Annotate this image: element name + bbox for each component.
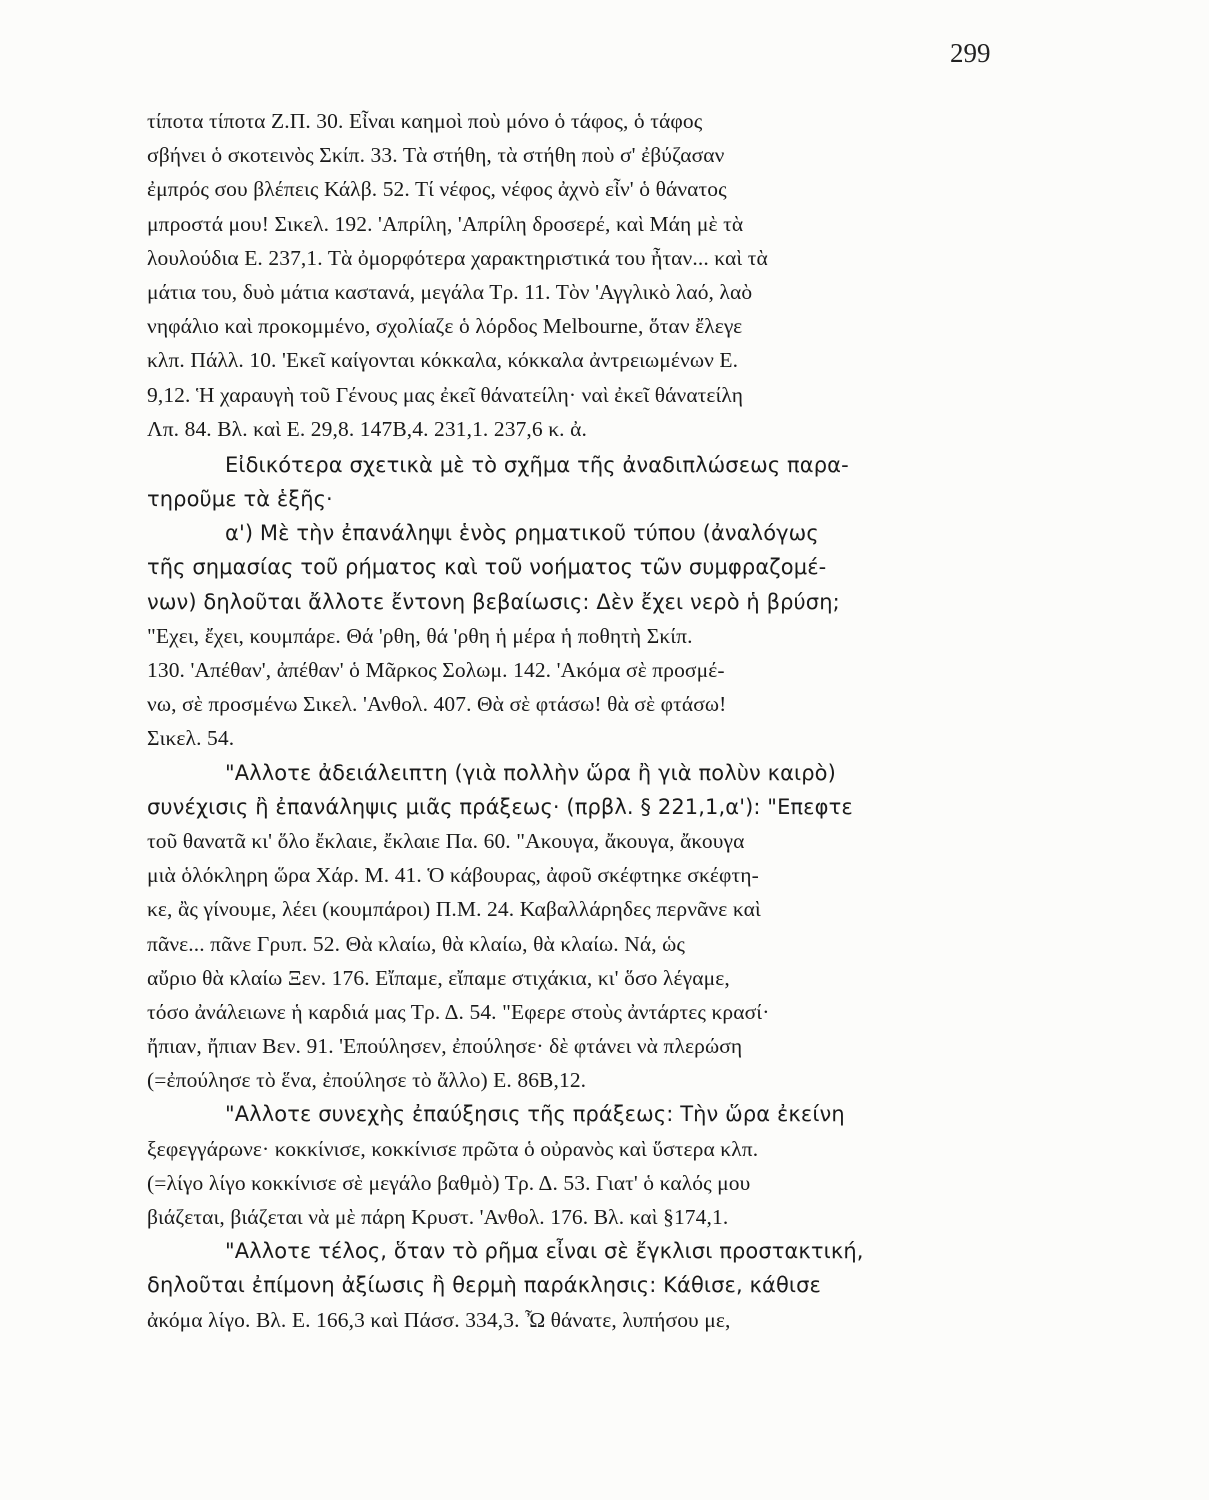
text-line: σβήνει ὁ σκοτεινὸς Σκίπ. 33. Τὰ στήθη, τὰ στήθη ποὺ σ' ἐβύζασαν: [147, 143, 725, 168]
text-line: ἀκόμα λίγο. Βλ. Ε. 166,3 καὶ Πάσσ. 334,3. Ὦ θάνατε, λυπήσου με,: [147, 1307, 731, 1332]
text-line: "Εχει, ἔχει, κουμπάρε. Θά 'ρθη, θά 'ρθη ἡ μέρα ἡ ποθητὴ Σκίπ.: [147, 623, 693, 648]
text-line: νω, σὲ προσμένω Σικελ. 'Ανθολ. 407. Θὰ σὲ φτάσω! θὰ σὲ φτάσω!: [147, 692, 727, 717]
text-line: δηλοῦται ἐπίμονη ἀξίωσις ἢ θερμὴ παράκλησις: Κάθισε, κάθισε: [147, 1273, 821, 1298]
text-line: (=λίγο λίγο κοκκίνισε σὲ μεγάλο βαθμὸ) Τρ. Δ. 53. Γιατ' ὁ καλός μου: [147, 1170, 751, 1195]
paragraph-start: α') Μὲ τὴν ἐπανάληψι ἑνὸς ρηματικοῦ τύπου (ἀναλόγως: [225, 521, 819, 546]
text-line: κε, ἂς γίνουμε, λέει (κουμπάροι) Π.Μ. 24. Καβαλλάρηδες περνᾶνε καὶ: [147, 897, 761, 922]
text-line: 130. 'Απέθαν', ἀπέθαν' ὁ Μᾶρκος Σολωμ. 142. 'Ακόμα σὲ προσμέ-: [147, 658, 725, 682]
text-line: τόσο ἀνάλειωνε ἡ καρδιά μας Τρ. Δ. 54. "Εφερε στοὺς ἀντάρτες κρασί·: [147, 999, 770, 1024]
text-line: τοῦ θανατᾶ κι' ὅλο ἔκλαιε, ἔκλαιε Πα. 60. "Ακουγα, ἄκουγα, ἄκουγα: [147, 828, 745, 853]
text-line: αὔριο θὰ κλαίω Ξεν. 176. Εἴπαμε, εἴπαμε στιχάκια, κι' ὅσο λέγαμε,: [147, 965, 730, 990]
paragraph-start: "Αλλοτε τέλος, ὅταν τὸ ρῆμα εἶναι σὲ ἔγκλισι προστακτική,: [225, 1239, 864, 1264]
text-line: πᾶνε... πᾶνε Γρυπ. 52. Θὰ κλαίω, θὰ κλαίω, θὰ κλαίω. Νά, ὡς: [147, 931, 686, 956]
text-line: μπροστά μου! Σικελ. 192. 'Απρίλη, 'Απρίλη δροσερέ, καὶ Μάη μὲ τὰ: [147, 211, 744, 236]
text-line: ξεφεγγάρωνε· κοκκίνισε, κοκκίνισε πρῶτα ὁ οὐρανὸς καὶ ὕστερα κλπ.: [147, 1136, 759, 1161]
text-line: ἐμπρός σου βλέπεις Κάλβ. 52. Τί νέφος, νέφος ἀχνὸ εἶν' ὁ θάνατος: [147, 177, 727, 202]
text-line: συνέχισις ἢ ἐπανάληψις μιᾶς πράξεως· (πρβλ. § 221,1,α'): "Επεφτε: [147, 794, 853, 819]
text-line: ἤπιαν, ἤπιαν Βεν. 91. 'Επούλησεν, ἐπούλησε· δὲ φτάνει νὰ πλερώση: [147, 1034, 743, 1059]
text-line: κλπ. Πάλλ. 10. 'Εκεῖ καίγονται κόκκαλα, κόκκαλα ἀντρειωμένων Ε.: [147, 348, 739, 373]
text-line: μάτια του, δυὸ μάτια καστανά, μεγάλα Τρ. 11. Τὸν 'Αγγλικὸ λαό, λαὸ: [147, 279, 753, 304]
text-line: Λπ. 84. Βλ. καὶ Ε. 29,8. 147Β,4. 231,1. 237,6 κ. ἀ.: [147, 416, 587, 441]
paragraph-start: Εἰδικότερα σχετικὰ μὲ τὸ σχῆμα τῆς ἀναδιπλώσεως παρα-: [225, 452, 849, 477]
text-line: 9,12. Ἡ χαραυγὴ τοῦ Γένους μας ἐκεῖ θάνατείλη· ναὶ ἐκεῖ θάνατείλη: [147, 382, 744, 407]
text-line: νηφάλιο καὶ προκομμένο, σχολίαζε ὁ λόρδος Melbourne, ὅταν ἔλεγε: [147, 314, 743, 339]
text-line: Σικελ. 54.: [147, 726, 235, 751]
paragraph-start: "Αλλοτε ἀδειάλειπτη (γιὰ πολλὴν ὥρα ἢ γιὰ πολὺν καιρὸ): [225, 760, 836, 785]
text-line: τηροῦμε τὰ ἑξῆς·: [147, 487, 333, 512]
page-number: 299: [950, 38, 991, 68]
text-line: τίποτα τίποτα Ζ.Π. 30. Εἶναι καημοὶ ποὺ μόνο ὁ τάφος, ὁ τάφος: [147, 109, 703, 133]
paragraph-start: "Αλλοτε συνεχὴς ἐπαύξησις τῆς πράξεως: Τὴν ὥρα ἐκείνη: [225, 1102, 845, 1127]
body-text: [147, 104, 1007, 1337]
text-line: λουλούδια Ε. 237,1. Τὰ ὀμορφότερα χαρακτηριστικά του ἦταν... καὶ τὰ: [147, 245, 768, 270]
text-line: τῆς σημασίας τοῦ ρήματος καὶ τοῦ νοήματος τῶν συμφραζομέ-: [147, 555, 827, 580]
text-line: νων) δηλοῦται ἄλλοτε ἔντονη βεβαίωσις: Δὲν ἔχει νερὸ ἡ βρύση;: [147, 589, 840, 614]
text-line: βιάζεται, βιάζεται νὰ μὲ πάρη Κρυστ. 'Ανθολ. 176. Βλ. καὶ §174,1.: [147, 1205, 729, 1229]
text-line: μιὰ ὁλόκληρη ὥρα Χάρ. Μ. 41. Ὁ κάβουρας, ἀφοῦ σκέφτηκε σκέφτη-: [147, 863, 759, 888]
text-line: (=ἐπούλησε τὸ ἕνα, ἐπούλησε τὸ ἄλλο) Ε. 86Β,12.: [147, 1068, 587, 1093]
